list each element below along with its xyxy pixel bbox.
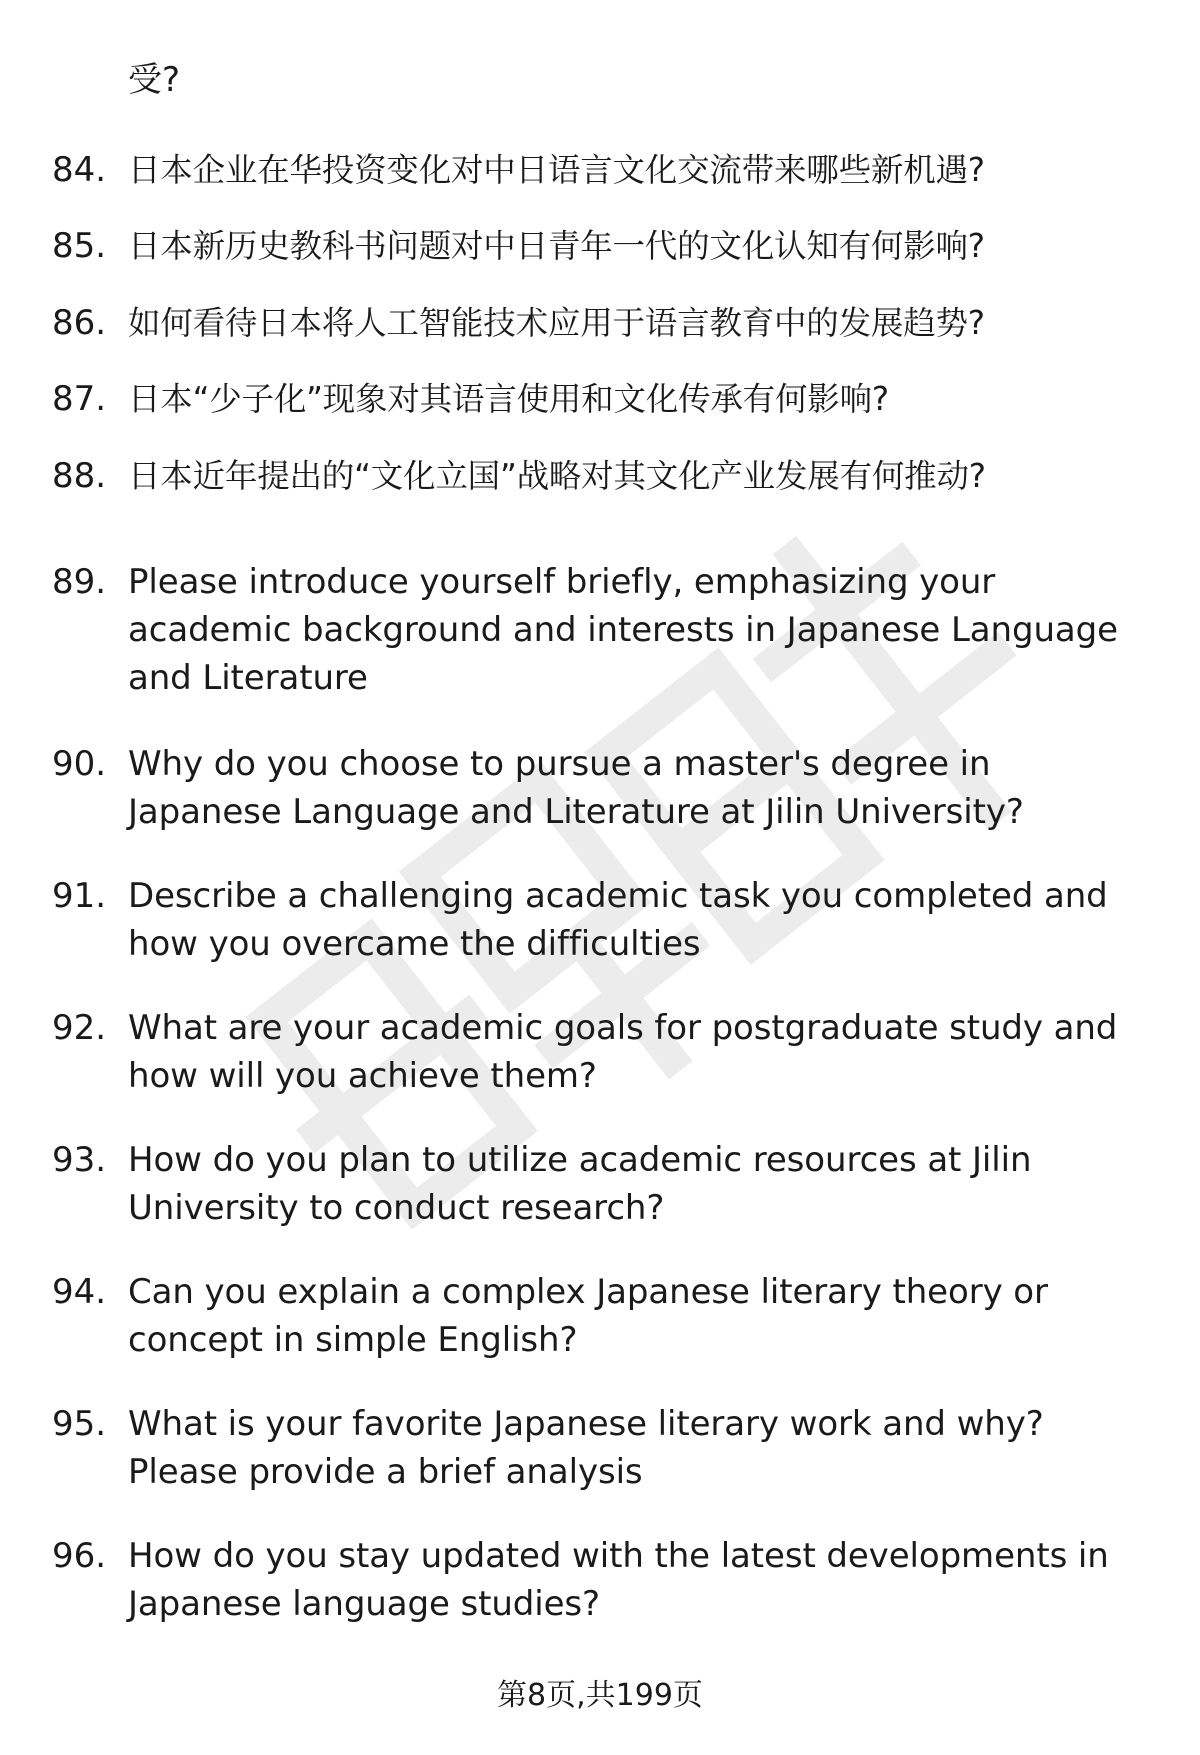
question-number: 94.: [52, 1272, 107, 1312]
question-number: 87.: [52, 379, 107, 419]
page-footer: 第8页,共199页: [497, 1678, 703, 1713]
question-number: 91.: [52, 876, 107, 916]
question-text: 日本企业在华投资变化对中日语言文化交流带来哪些新机遇?: [128, 151, 985, 189]
question-number: 85.: [52, 226, 107, 266]
question-text: What are your academic goals for postgraduate study and how will you achieve them?: [128, 1008, 1118, 1096]
question-number: 93.: [52, 1140, 107, 1180]
question-text: Why do you choose to pursue a master's degree in Japanese Language and Literature at Jilin University?: [128, 744, 1024, 832]
question-text: 日本“少子化”现象对其语言使用和文化传承有何影响?: [128, 380, 889, 418]
question-text: 日本近年提出的“文化立国”战略对其文化产业发展有何推动?: [128, 457, 986, 495]
question-number: 88.: [52, 456, 107, 496]
question-text: How do you plan to utilize academic resources at Jilin University to conduct research?: [128, 1140, 1032, 1228]
question-text: Can you explain a complex Japanese literary theory or concept in simple English?: [128, 1272, 1048, 1360]
question-number: 92.: [52, 1008, 107, 1048]
question-number: 95.: [52, 1404, 107, 1444]
continuation-text: 受?: [128, 60, 181, 100]
question-number: 89.: [52, 562, 107, 602]
question-text: What is your favorite Japanese literary work and why? Please provide a brief analysis: [128, 1404, 1044, 1492]
question-number: 86.: [52, 303, 107, 343]
question-text: 如何看待日本将人工智能技术应用于语言教育中的发展趋势?: [128, 304, 985, 342]
question-number: 96.: [52, 1536, 107, 1576]
question-number: 90.: [52, 744, 107, 784]
question-text: How do you stay updated with the latest developments in Japanese language studies?: [128, 1536, 1109, 1624]
question-text: Please introduce yourself briefly, emphasizing your academic background and interests in Japanese Language and Literature: [128, 562, 1118, 698]
question-text: 日本新历史教科书问题对中日青年一代的文化认知有何影响?: [128, 227, 985, 265]
question-number: 84.: [52, 150, 107, 190]
question-text: Describe a challenging academic task you completed and how you overcame the difficulties: [128, 876, 1108, 964]
